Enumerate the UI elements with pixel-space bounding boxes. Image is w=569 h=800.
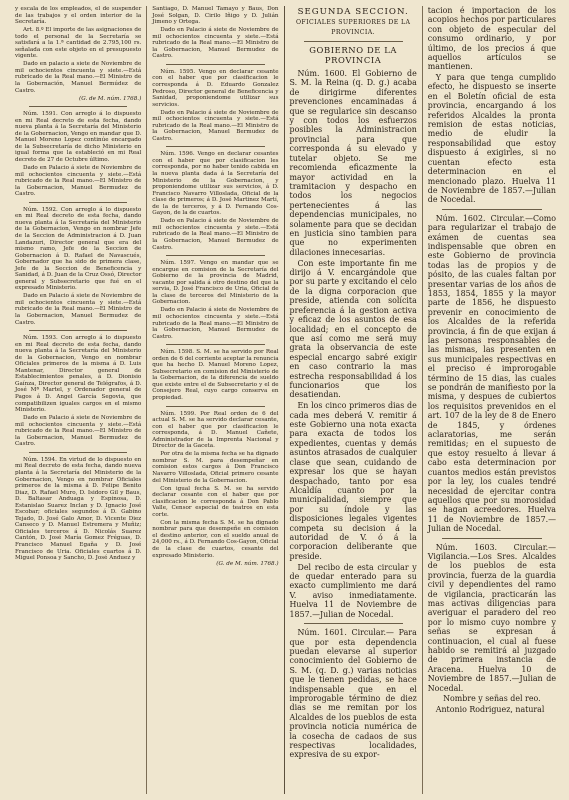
convict-description-heading: Nombre y señas del reo. xyxy=(443,694,541,704)
paragraph-body: En los cinco primeros dias de cada mes deberá V. remitir á este Gobierno una nota exacta para exacta de todos los expedientes, cuentas y demás asuntos atrasados de cualquier clase que sean, cuidando de expresar los que se hayan despachado, tanto por esa Alcaldía cuanto por la municipalidad, siempre que por su índole y las disposiciones legales vigentes competa su decision á la autoridad de V. ó á la corporacion deliberante que preside. xyxy=(289,401,417,561)
paragraph-continuation: tacion é importacion de los acopios hechos por particulares con objeto de especular del consumo ordinario, y por último, de los precios á que aquellos artículos se mantienen. xyxy=(427,6,556,72)
paragraph-dado: Dado en Palacio á siete de Noviembre de mil ochocientos cincuenta y siete.—Está rubricado de la Real mano.—El Ministro de la Gobernacion, Manuel Bermudez de Castro. xyxy=(15,165,142,198)
paragraph-dado: Dado en Palacio á siete de Noviembre de mil ochocientos cincuenta y siete.—Está rubricado de la Real mano.—El Ministro de la Gobernacion, Manuel Bermudez de Castro. xyxy=(15,293,142,326)
circular-1601: Núm. 1601. Circular.— Para que por esta dependencia puedan elevarse al superior conocimiento del Gobierno de S. M. (q. D. g.) varias noticias que le tienen pedidas, se hace indispensable que en el improrogable término de diez dias se me remitan por los Alcaldes de los pueblos de esta provincia noticia numérica de la cosecha de cadaos de sus respectivas localidades, expresiva de su expor- xyxy=(289,628,417,760)
paragraph-art8: Art. 8.º El importe de las asignaciones de todo el personal de la Secretaría se satisfará a la 1.ª cantidad de 2.795,100 rs. señalada con este objeto en el presupuesto vigente. xyxy=(15,27,142,60)
column-2 xyxy=(147,6,284,794)
paragraph-continuation: Santiago, D. Manuel Tamayo y Baus, Don José Solgan, D. Cirilo Iñigo y D. Julián Jimeno y Ortega. xyxy=(152,6,279,26)
decree-1593: Núm. 1593. Con arreglo á lo dispuesto en mi Real decreto de esta fecha, dando nueva planta á la Secretaría del Ministerio de la Gobernacion, Vengo en nombrar Oficiales primeros de la misma á D. Luis Mantenar, Director general de Establecimientos penales, á D. Dionisio Gaínza, Director general de Telégrafos, á D. José Mª Martel, y Ordenador general de Pagos á D. Angel García Segovia, que compatibilizen iguales cargos en el mismo Ministerio. xyxy=(15,335,142,414)
divider xyxy=(166,255,264,256)
column-1 xyxy=(10,6,147,794)
divider xyxy=(166,64,264,65)
paragraph-dado: Dado en Palacio á siete de Noviembre de mil ochocientos cincuenta y siete.—Está rubricado de la Real mano.—El Ministro de la Gobernacion, Manuel Bermudez de Castro. xyxy=(15,415,142,448)
source-citation: (G. de M. núm. 1768.) xyxy=(79,95,142,102)
paragraph-order: Por otra de la misma fecha se ha dignado nombrar S. M. para desempeñar en comision estos cargos á Don Francisco Navarro Villoslada, Oficial primero cesante del Ministerio de la Gobernacion. xyxy=(152,451,279,484)
convict-description: Antonio Rodriguez, natural xyxy=(435,704,545,714)
decree-1591: Núm. 1591. Con arreglo á lo dispuesto en mi Real decreto de esta fecha, dando nueva planta á la Secretaría del Ministerio de la Gobernacion, Vengo en mandar que D. Manuel Moreno Lopez continúe encargado de la Subsecretaría de dicho Ministerio en igual forma que la estableció en mi Real decreto de 27 de Octubre último. xyxy=(15,111,142,163)
divider xyxy=(304,41,403,42)
paragraph-body: Del recibo de esta circular y de quedar enterado para su exacto cumplimiento me dará V. aviso inmediatamente. Huelva 11 de Noviembre de 1857.—Julian de Nocedal. xyxy=(289,562,417,619)
decree-1594: Núm. 1594. En virtud de lo dispuesto en mi Real decreto de esta fecha, dando nueva planta á la Secretaría del Ministerio de la Gobernacion, Vengo en nombrar Oficiales primeros de la misma á D. Felipe Benito Diaz, D. Rafael Muro, D. Isidoro Gil y Baus, D. Baltasar Anduaga y Espinosa, D. Estanislao Suarez Inclan y D. Ignacio José Escobar; oficiales segundos á D. Gabino Tejado, D. José Galo Amor, D. Vicente Diez Canseco y D. Manuel Estremera y Muñiz; Oficiales terceros á D. Nicolás Suarez Cantón, D. José María Gomez Fréguas, D. Francisco Manuel Egaña y D. José Francisco de Uria. Oficiales cuartos á D. Miguel Ponsoa y Sancho, D. José Anduez y xyxy=(15,456,142,562)
decree-1592: Núm. 1592. Con arreglo á lo dispuesto en mi Real decreto de esta fecha, dando nueva planta á la Secretaría del Ministerio de la Gobernacion, Vengo en nombrar Jefe de la Seccion de Administracion á D. Juan Landazuri, Director general que era del mismo ramo, Jefe de la Seccion de Gobernacion á D. Rafael de Navascués, Gobernador que ha sido de primera clase, Jefe de la Seccion de Beneficencia y Sanidad, á D. Juan de la Cruz Ossó, Director general y Subsecretario que fué en el expresado Ministerio. xyxy=(15,206,142,292)
decree-1595: Núm. 1595. Vengo en declarar cesante con el haber que por clasificacion le corresponda á D. Eduardo Gonzalez Pedroso, Director general de Beneficencia y Sanidad, proponiendome utilizar sus servicios. xyxy=(152,68,279,108)
column-4 xyxy=(423,6,561,794)
paragraph-dado: Dado en Palacio á siete de Noviembre de mil ochocientos cincuenta y siete.—Está rubricado de la Real mano.—El Ministro de la Gobernacion, Manuel Bermudez de Castro. xyxy=(152,218,279,251)
divider xyxy=(304,623,403,624)
divider xyxy=(166,406,264,407)
divider xyxy=(29,330,127,331)
paragraph-dado: Dado en Palacio á siete de Noviembre de mil ochocientos cincuenta y siete.—Está rubricado de la Real mano.—El Ministro de la Gobernacion, Manuel Bermudez de Castro. xyxy=(152,109,279,142)
circular-1600: Núm. 1600. El Gobierno de S. M. la Reina (q. D. g.) acaba de dirigirme diferentes prevenciones encaminadas á que se regularice sin descanso y con todos los esfuerzos posibles la Administracion provincial para que corresponda á su elevado y tutelar objeto. Se me recomienda eficazmente la mayor actividad en la tramitacion y despacho en todos los negocios pertenecientes á las dependencias municipales, no solamente para que se decidan en justicia sino tambien para que no experimenten dilaciones innecesarias. xyxy=(289,69,417,257)
section-title: SEGUNDA SECCION. xyxy=(297,7,409,17)
paragraph-dado: Dado en Palacio á siete de Noviembre de mil ochocientos cincuenta y siete.—Está rubricado de la Real mano.—El Ministro de la Gobernacion, Manuel Bermudez de Castro. xyxy=(152,307,279,340)
source-citation: (G. de M. núm. 1768.) xyxy=(216,560,279,567)
paragraph-body: Con este importante fin me dirijo á V. encargándole que por su parte y excitando el celo de la digna corporacion que preside, atienda con solícita preferencia á la gestion activa y eficaz de los asuntos de esa localidad; en el concepto de que así como me será muy grata la observancia de este especial encargo sabré exigir en caso contrario la mas estrecha responsabilidad á los funcionarios que los desatiendan. xyxy=(289,258,417,400)
divider xyxy=(442,538,542,539)
decree-1597: Núm. 1597. Vengo en mandar que se encargue en comision de la Secretaría del Gobierno de la provincia de Madrid, vacante por salida á otro destino del que la servia, D. José Francisco de Uria, Oficial de la clase de terceros del Ministerio de la Gobernacion. xyxy=(152,260,279,306)
paragraph-intro: y escala de los empleados, el de suspender de las trabajos y el orden interior de la Secretaría. xyxy=(15,6,142,26)
divider xyxy=(29,202,127,203)
paragraph-dado: Dado en Palacio á siete de Noviembre de mil ochocientos cincuenta y siete.—Está rubricado de la Real mano.—El Ministro de la Gobernacion, Manuel Bermudez de Castro. xyxy=(152,27,279,60)
divider xyxy=(29,106,127,107)
divider xyxy=(29,452,127,453)
paragraph-dado: Dado en palacio a siete de Noviembre de mil ochocientos cincuenta y siete.—Está rubricado de la Real mano.—El Ministro de la Gobernación, Manuel Bermúdez de Castro. xyxy=(15,61,142,94)
column-3 xyxy=(285,6,423,794)
decree-1598: Núm. 1598. S. M. se ha servido por Real orden de 6 del corriente aceptar la renuncia que ha hecho D. Manuel Moreno Lopez, Subsecretario en comision del Ministerio de la Gobernacion, de la diferencia de sueldo que existe entre el de Subsecretario y el de Consejero Real, cuyo cargo conserva en propiedad. xyxy=(152,349,279,401)
circular-1602: Núm. 1602. Circular.—Como para regularizar el trabajo de exámen de cuentas sea indispensable que obren en este Gobierno de provincia todas las de propios y de pósito, de las cuales faltan por presentar varias de los años de 1853, 1854, 1855 y la mayor parte de 1856, he dispuesto prevenir en conocimiento de los Alcaldes de la referida provincia, á fin de que exijan á las personas responsables de las mismas, las presenten en sus municipales respectivas en el preciso é improrogable término de 15 dias, las cuales se pondrán de manifiesto por la misma, y despues de cubiertos los requisitos prevenidos en el art. 107 de la ley de 8 de Enero de 1845, y órdenes aclaratorias, me serán remitidas; en el supuesto de que estoy resuelto á llevar á cabo esta determinacion por cuantos medios están previstos por la ley, los cuales tendré necesidad de ejercitar contra aquellos que por su morosidad se hagan acreedores. Huelva 11 de Noviembre de 1857.—Julian de Nocedal. xyxy=(427,213,556,534)
divider xyxy=(442,209,542,210)
section-subtitle: OFICIALES SUPERIORES DE LA PROVINCIA. xyxy=(295,19,411,36)
paragraph-body: Y para que tenga cumplido efecto, he dispuesto se inserte en el Boletín oficial de esta provincia, encargando á los referidos Alcaldes la pronta remision de estas noticias, medio de eludir la responsabilidad que estoy dispuesto á exigirles, si no cuentan efecto esta determinacion en el mencionado plazo. Huelva 11 de Noviembre de 1857.—Julian de Nocedal. xyxy=(427,73,556,205)
paragraph-order: Con igual fecha S. M. se ha servido declarar cesante con el haber que por clasificacion le corresponda á Don Pablo Valle, Censor especial de teatros en esta corte. xyxy=(152,485,279,518)
divider xyxy=(166,344,264,345)
divider xyxy=(166,146,264,147)
section-heading: GOBIERNO DE LA PROVINCIA xyxy=(309,45,398,65)
paragraph-order: Con la misma fecha S. M. se ha dignado nombrar para que desempeñe en comision el destino anterior, con el sueldo anual de 24,000 rs., á D. Fernando Cos-Gayon, Oficial de la clase de cuartos, cesante del expresado Ministerio. xyxy=(152,519,279,559)
decree-1599: Núm. 1599. Por Real orden de 6 del actual S. M. se ha servido declarar cesante, con el haber que por clasificacion le corresponda, á D. Manuel Cañete, Administrador de la Imprenta Nacional y Director de la Gaceta. xyxy=(152,410,279,450)
decree-1596: Núm. 1596. Vengo en declarar cesantes con el haber que por clasificacion les corresponda, por no haber tenido cabida en la nueva planta dada á la Secretaría del Ministerio de la Gobernacion, y proponiendome utilizar sus servicios, á D. Francisco Navarro Villoslada, Oficial de la clase de primeros; á D. José Martinez Martí, de la de terceros, y á D. Fernando Cos-Gayon, de la de cuartos. xyxy=(152,151,279,217)
circular-1603: Núm. 1603. Circular.—Vigilancia.—Los Sres. Alcaldes de los pueblos de esta provincia, fuerza de la guardia civil y dependientes del ramo de vigilancia, practicarán las mas activas diligencias para averiguar el paradero del reo por lo mismo cuyo nombre y señas se expresan á continuacion, el cual al fuese habido se remitirá al juzgado de primera instancia de Aracena. Huelva 10 de Noviembre de 1857.—Julian de Nocedal. xyxy=(427,542,556,693)
